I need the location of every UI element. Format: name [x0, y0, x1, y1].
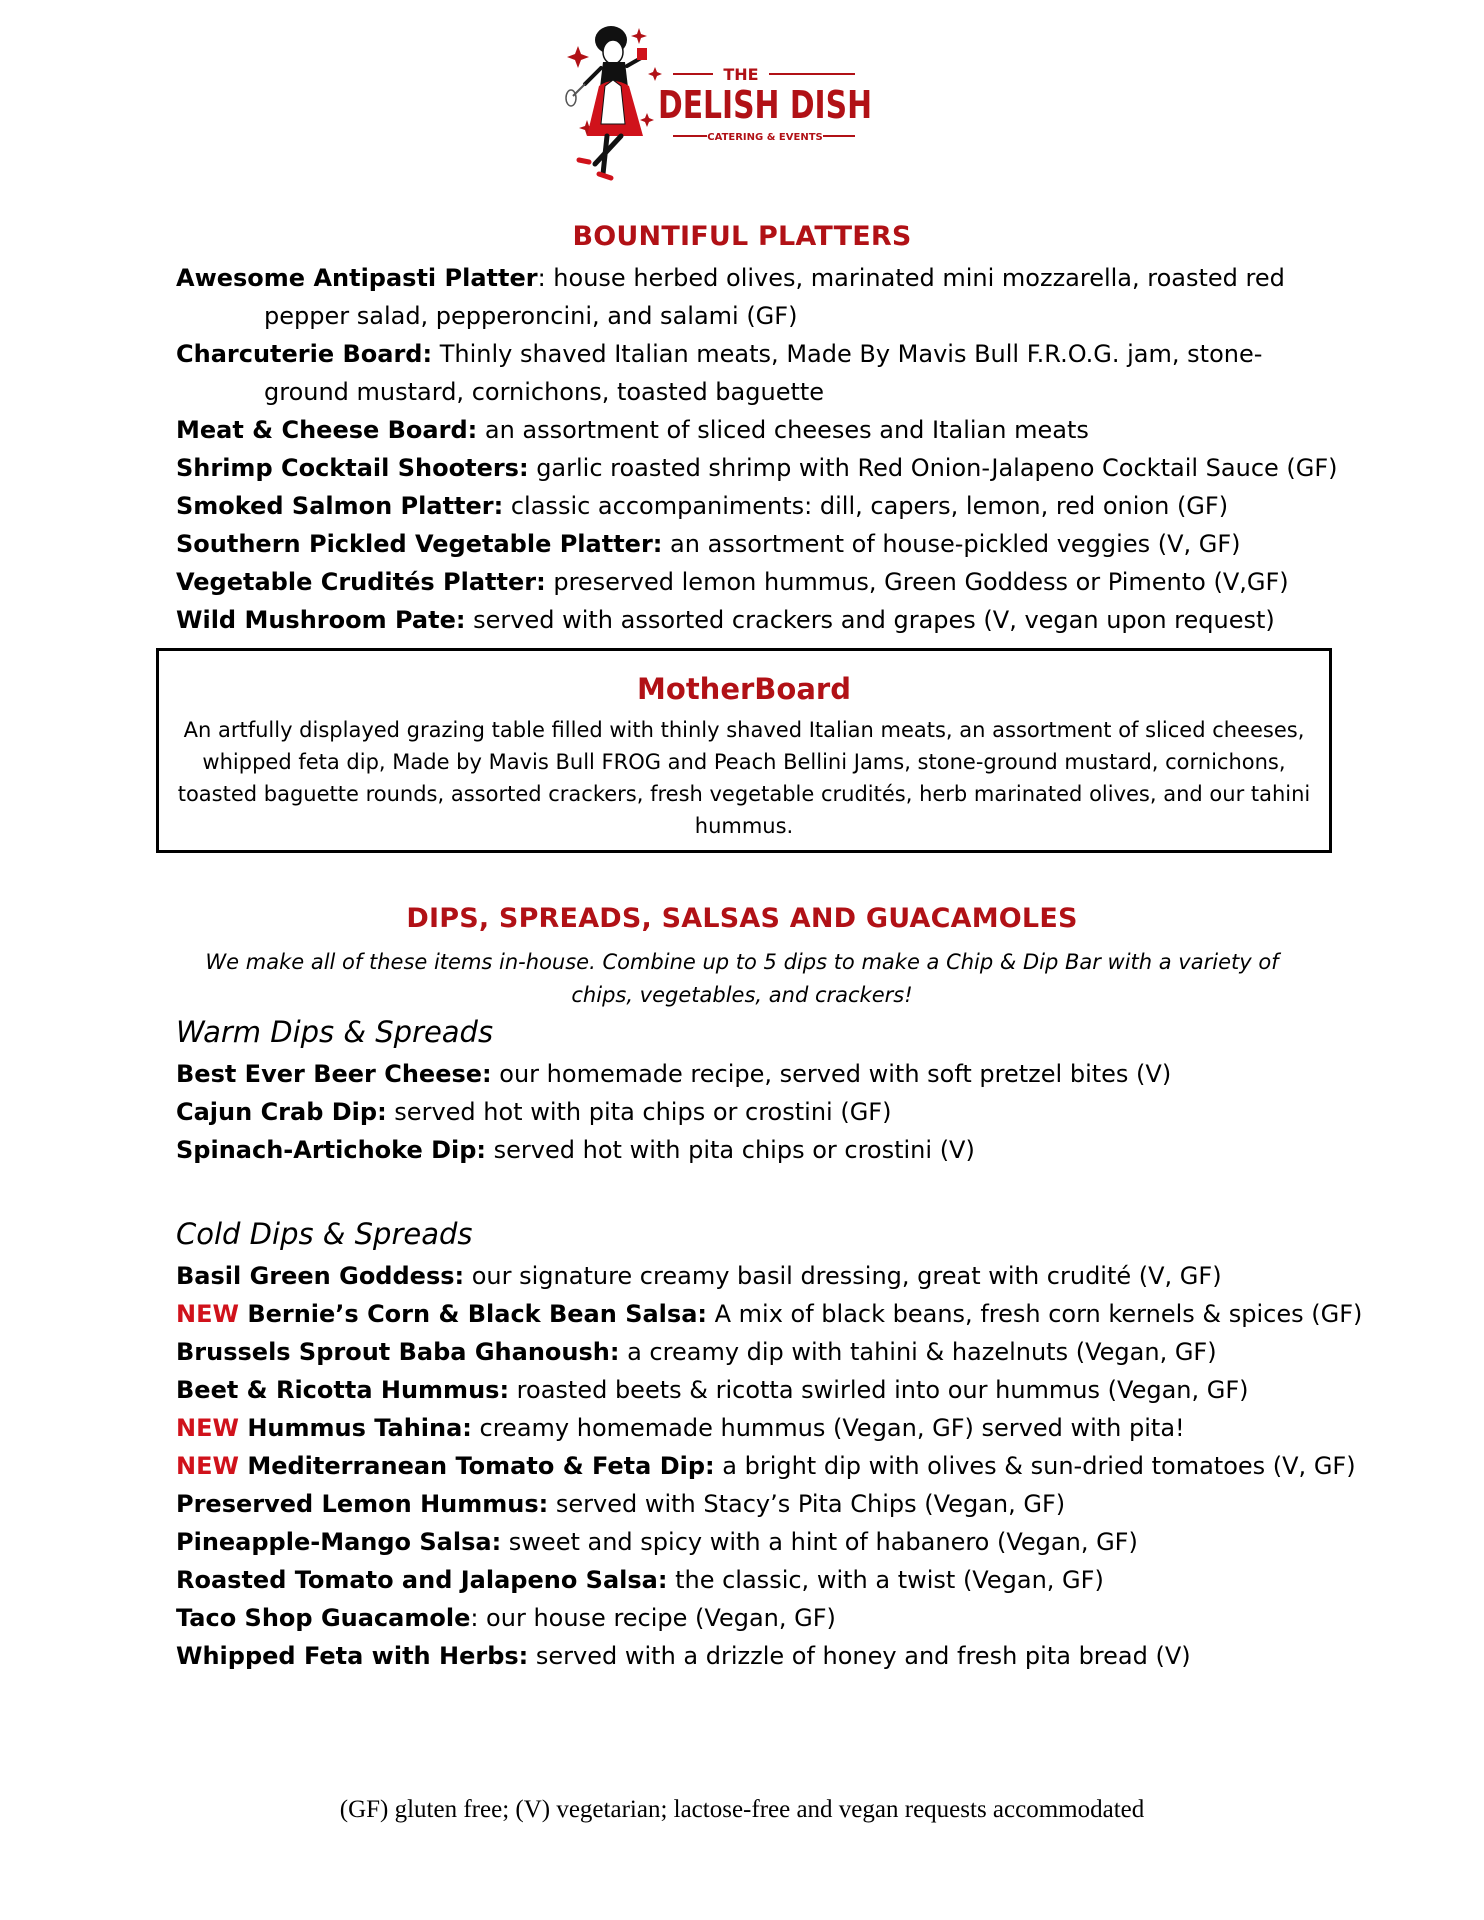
warm-dips-list: [176, 1055, 1336, 1169]
menu-item: [176, 525, 1336, 563]
item-description: : our house recipe (Vegan, GF): [470, 1604, 836, 1632]
item-name: Hummus Tahina:: [247, 1414, 472, 1442]
item-name: Best Ever Beer Cheese:: [176, 1060, 492, 1088]
menu-item: [176, 601, 1336, 639]
item-description: our homemade recipe, served with soft pretzel bites (V): [491, 1060, 1172, 1088]
platters-list: [176, 259, 1336, 639]
item-description: preserved lemon hummus, Green Goddess or Pimento (V,GF): [545, 568, 1289, 596]
item-name: Taco Shop Guacamole: [176, 1604, 471, 1632]
menu-item: [176, 1523, 1336, 1561]
item-description: roasted beets & ricotta swirled into our hummus (Vegan, GF): [509, 1376, 1249, 1404]
item-name: Cajun Crab Dip:: [176, 1098, 387, 1126]
menu-item: [176, 1093, 1336, 1131]
item-name: Mediterranean Tomato & Feta Dip:: [247, 1452, 715, 1480]
menu-item: [176, 563, 1336, 601]
item-name: Southern Pickled Vegetable Platter:: [176, 530, 663, 558]
dips-title: DIPS, SPREADS, SALSAS AND GUACAMOLES: [406, 903, 1078, 934]
item-description: served hot with pita chips or crostini (V): [486, 1136, 975, 1164]
menu-item: [176, 411, 1336, 449]
delish-dish-logo: [565, 14, 895, 196]
item-name: Beet & Ricotta Hummus:: [176, 1376, 510, 1404]
logo-tagline: CATERING & EVENTS: [707, 132, 823, 143]
menu-item: [176, 335, 1336, 411]
item-description: A mix of black beans, fresh corn kernels & spices (GF): [706, 1300, 1363, 1328]
motherboard-title: MotherBoard: [637, 672, 851, 706]
item-name: Charcuterie Board:: [176, 340, 433, 368]
item-name: Basil Green Goddess:: [176, 1262, 465, 1290]
menu-item: [176, 259, 1336, 335]
warm-dips-heading: Warm Dips & Spreads: [176, 1015, 494, 1049]
item-name: Smoked Salmon Platter:: [176, 492, 504, 520]
new-badge: NEW: [176, 1452, 248, 1480]
logo-name: DELISH DISH: [658, 83, 872, 127]
item-name: Spinach-Artichoke Dip:: [176, 1136, 487, 1164]
dietary-footnote: (GF) gluten free; (V) vegetarian; lactose-free and vegan requests accommodated: [339, 1796, 1145, 1823]
item-name: Wild Mushroom Pate:: [176, 606, 466, 634]
menu-item: [176, 449, 1336, 487]
menu-item: [176, 1295, 1363, 1333]
menu-item: [176, 1055, 1336, 1093]
menu-item: [176, 1409, 1336, 1447]
motherboard-box: [156, 648, 1332, 853]
item-description: an assortment of sliced cheeses and Italian meats: [477, 416, 1089, 444]
item-name: Brussels Sprout Baba Ghanoush:: [176, 1338, 620, 1366]
menu-item: [176, 1257, 1336, 1295]
menu-item: [176, 1447, 1356, 1485]
menu-item: [176, 487, 1336, 525]
item-description: served with a drizzle of honey and fresh pita bread (V): [528, 1642, 1191, 1670]
item-name: Bernie’s Corn & Black Bean Salsa:: [247, 1300, 707, 1328]
item-description: served with Stacy’s Pita Chips (Vegan, GF): [548, 1490, 1066, 1518]
item-description: Thinly shaved Italian meats, Made By Mavis Bull F.R.O.G. jam, stone-ground mustard, cornichons, toasted baguette: [264, 340, 1263, 406]
menu-item: [176, 1333, 1336, 1371]
item-name: Whipped Feta with Herbs:: [176, 1642, 529, 1670]
logo-illustration: [565, 14, 895, 196]
item-description: : house herbed olives, marinated mini mozzarella, roasted red pepper salad, pepperoncini, and salami (GF): [264, 264, 1285, 330]
item-name: Meat & Cheese Board:: [176, 416, 478, 444]
menu-item: [176, 1485, 1336, 1523]
motherboard-description: An artfully displayed grazing table filled with thinly shaved Italian meats, an assortment of sliced cheeses, whipped feta dip, Made by Mavis Bull FROG and Peach Bellini Jams, stone-ground mustard, cornichons, toasted baguette rounds, assorted crackers, fresh vegetable crudités, herb marinated olives, and our tahini hummus.: [177, 718, 1311, 838]
menu-item: [176, 1637, 1336, 1675]
item-description: an assortment of house-pickled veggies (V, GF): [662, 530, 1241, 558]
new-badge: NEW: [176, 1300, 248, 1328]
item-description: a bright dip with olives & sun-dried tomatoes (V, GF): [714, 1452, 1356, 1480]
cold-dips-list: [176, 1257, 1363, 1675]
item-description: served hot with pita chips or crostini (GF): [386, 1098, 892, 1126]
item-name: Roasted Tomato and Jalapeno Salsa:: [176, 1566, 668, 1594]
new-badge: NEW: [176, 1414, 248, 1442]
item-name: Shrimp Cocktail Shooters:: [176, 454, 529, 482]
item-name: Awesome Antipasti Platter: [176, 264, 538, 292]
item-name: Pineapple-Mango Salsa:: [176, 1528, 502, 1556]
item-description: creamy homemade hummus (Vegan, GF) served with pita!: [471, 1414, 1185, 1442]
item-description: sweet and spicy with a hint of habanero (Vegan, GF): [501, 1528, 1138, 1556]
item-name: Vegetable Crudités Platter:: [176, 568, 546, 596]
menu-item: [176, 1131, 1336, 1169]
logo-the: THE: [723, 65, 759, 84]
dips-intro: We make all of these items in-house. Combine up to 5 dips to make a Chip & Dip Bar with a variety of chips, vegetables, and crackers!: [205, 950, 1279, 1007]
cold-dips-heading: Cold Dips & Spreads: [176, 1217, 473, 1251]
item-description: the classic, with a twist (Vegan, GF): [667, 1566, 1104, 1594]
platters-title: BOUNTIFUL PLATTERS: [572, 221, 912, 252]
menu-item: [176, 1599, 1336, 1637]
item-description: garlic roasted shrimp with Red Onion-Jalapeno Cocktail Sauce (GF): [528, 454, 1338, 482]
item-description: our signature creamy basil dressing, great with crudité (V, GF): [464, 1262, 1222, 1290]
item-description: a creamy dip with tahini & hazelnuts (Vegan, GF): [619, 1338, 1217, 1366]
item-description: classic accompaniments: dill, capers, lemon, red onion (GF): [503, 492, 1229, 520]
item-name: Preserved Lemon Hummus:: [176, 1490, 549, 1518]
menu-item: [176, 1371, 1336, 1409]
menu-item: [176, 1561, 1336, 1599]
item-description: served with assorted crackers and grapes (V, vegan upon request): [465, 606, 1275, 634]
